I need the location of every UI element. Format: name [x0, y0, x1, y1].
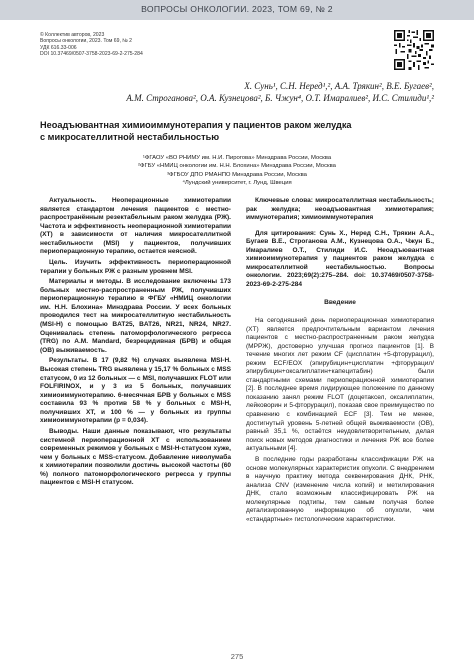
right-column [246, 197, 434, 527]
abstract-conclusions: Выводы. Наши данные показывают, что результаты системной периоперационной ХТ с использованием современных режимов у больных с MSI-H-статусом хуже, чем у больных с MSS-статусом. Добавление ниволумаба к химиотерапии позволили достичь высокой частоты (60 %) полного патоморфологического регресса у группы пациентов с MSI-H статусом. [40, 427, 231, 487]
author-line-2: А.М. Строганова², О.А. Кузнецова², Б. Чжун⁴, О.Т. Имаралиев², И.С. Стилиди¹,² [126, 93, 434, 103]
article-meta [40, 32, 240, 58]
udc-line: УДК 616.33-006 [40, 44, 77, 51]
copyright-line: © Коллектив авторов, 2023 [40, 32, 105, 38]
article-title [40, 120, 434, 143]
abstract-column [40, 197, 231, 490]
author-list [40, 80, 434, 104]
page-number: 275 [230, 652, 244, 661]
citation: Для цитирования: Сунь Х., Неред С.Н., Трякин А.А., Бугаев В.Е., Строганова А.М., Кузнецова О.А., Чжун Б., Имаралиев О.Т., Стилиди И.С. Неоадъювантная химиоиммунотерапия у пациентов раком желудка с микросателлитной нестабильностью. Вопросы онкологии. 2023;69(2):275–284. doi: 10.37469/0507-3758-2023-69-2-275-284 [246, 229, 434, 288]
affiliation-2: ²ФГБУ «НМИЦ онкологии им. Н.Н. Блохина» Минздрава России, Москва [138, 163, 336, 170]
affiliation-4: ⁴Лундский университет, г. Лунд, Швеция [182, 179, 292, 186]
journal-issue-line: Вопросы онкологии, 2023. Том 69, № 2 [40, 38, 133, 45]
section-heading-introduction: Введение [324, 299, 356, 307]
doi-line: DOI 10.37469/0507-3758-2023-69-2-275-284 [40, 51, 143, 58]
qr-code-icon [394, 30, 434, 70]
author-line-1: Х. Сунь¹, С.Н. Неред¹,², А.А. Трякин², В.Е. Бугаев², [244, 81, 434, 91]
journal-running-title: ВОПРОСЫ ОНКОЛОГИИ. 2023, ТОМ 69, № 2 [141, 4, 333, 14]
abstract-aim: Цель. Изучить эффективность периоперационной терапии у больных РЖ с разным уровнем MSI. [40, 259, 231, 275]
intro-paragraph-1: На сегодняшний день периоперационная химиотерапия (ХТ) является предпочтительным вариантом лечения пациентов с местно-распространенным раком желудка (МРРЖ), достоверно улучшая прогноз пациентов [1]. В течение многих лет режим CF (цисплатин +5-фторурацил), режим ECF/EOX (эпирубицин+цисплатин +фторурацил/ эпирубицин+оксалиплатин+капецитабин) были стандартными схемами периоперационной химиотерапии [2]. В последнее время лидирующее положение по данному показанию занял режим FLOT (доцетаксел, оксалиплатин, лейковорин и 5-фторурацил), показав свое преимущество по сравнению с комбинацией ECF [3]. Тем не менее, достигнутый уровень 5-летней общей выживаемости (ОВ), равный 35,1 %, остаётся неудовлетворительным, делая поиск новых методов диагностики и лечения РЖ все более актуальными [4]. [246, 317, 434, 453]
affiliation-1: ¹ФГАОУ «ВО РНИМУ им. Н.И. Пирогова» Минздрава России, Москва [142, 155, 332, 161]
intro-paragraph-2: В последние годы разработаны классификации РЖ на основе молекулярных характеристик опухоли. С внедрением в научную практику метода секвенирования ДНК, РНК, анализа CNV (изменение числа копий) и метилирования ДНК, стало возможным классифицировать РЖ на молекулярные подтипы, тем самым получая более детализированную информацию об опухоли, чем «стандартные» гистологические характеристики. [246, 455, 434, 523]
article-title-line-1: Неоадъювантная химиоиммунотерапия у пациентов раком желудка [40, 120, 352, 130]
abstract-relevance: Актуальность. Неоперационные химиотерапии является стандартом лечения пациентов с местно-распространённым резектабельным раком желудка (РЖ). Частота и эффективность неоперационной химиотерапии (ХТ) в зависимости от наличия микросателлитной нестабильности (MSI) у пациентов, получивших периоперационную терапию, остается неясной. [40, 197, 231, 256]
keywords: Ключевые слова: микросателлитная нестабильность; рак желудка; неоадъювантная химиотерапия; иммунотерапия; химиоиммунотерапия [246, 197, 434, 222]
affiliations [40, 154, 434, 187]
abstract-methods: Материалы и методы. В исследование включены 173 больных местно-распространенным РЖ, получивших периоперационную терапию в ФГБУ «НМИЦ онкологии им. Н.Н. Блохина» Минздрава России. У всех больных проводился тест на микросателлитную нестабильность (MSI-H) с помощью BAT25, BAT26, NR21, NR24, NR27. Оценивалась степень патоморфологического регресса (TRG) по A.M. Mandard, безрецидивная (БРВ) и общая (ОВ) выживаемость. [40, 278, 231, 354]
abstract-results: Результаты. В 17 (9,82 %) случаях выявлена MSI-H. Высокая степень TRG выявлена у 15,17 % больных с MSS статусом, 0 из 12 больных — с MSI, получавших FLOT или FOLFIRINOX, и у 3 из 5 больных, получавших химиоиммунотерапию. 6-месячная БРВ у больных с MSS составила 93 % против 58 % у больных с MSI-H, получивших ХТ, и 100 % — у больных из группы химиоиммунотерапии (p = 0,034). [40, 357, 231, 425]
article-title-line-2: с микросателлитной нестабильностью [40, 131, 220, 142]
affiliation-3: ³ФГБОУ ДПО РМАНПО Минздрава России, Москва [167, 171, 307, 178]
